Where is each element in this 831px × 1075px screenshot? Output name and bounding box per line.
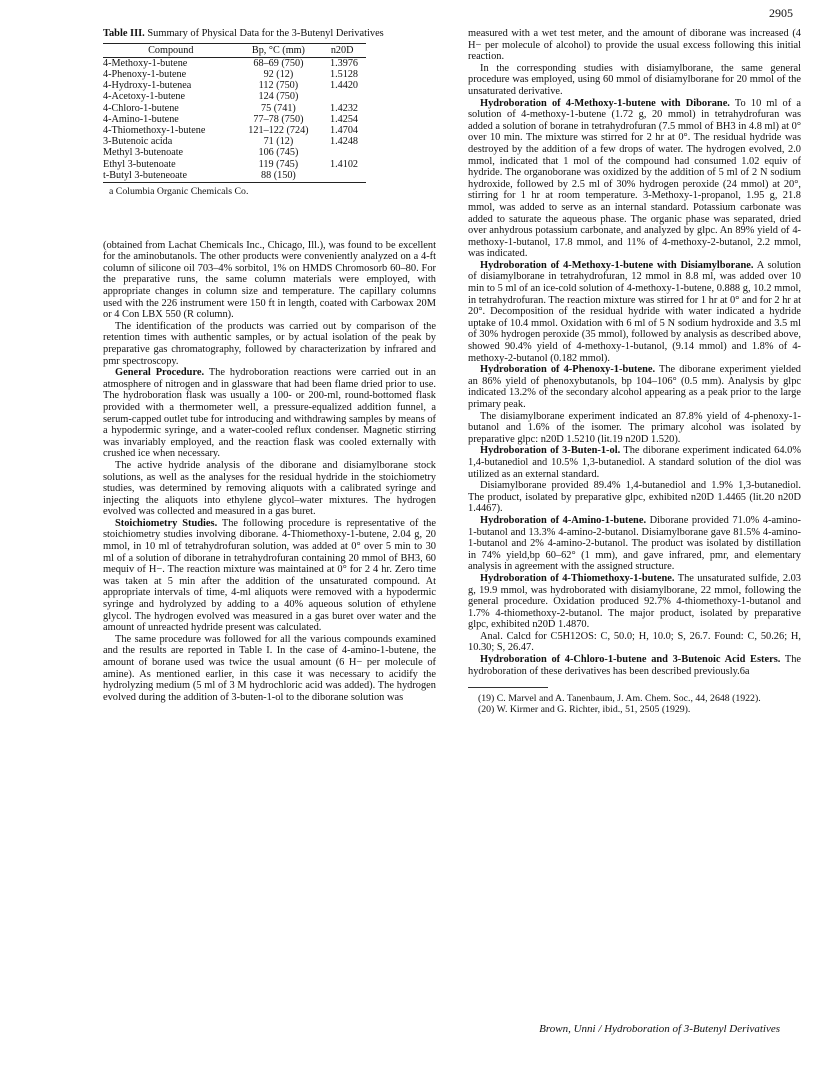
- section-heading: Hydroboration of 4-Chloro-1-butene and 3-Butenoic Acid Esters.: [480, 654, 781, 666]
- running-footer: Brown, Unni / Hydroboration of 3-Butenyl Derivatives: [539, 1023, 780, 1035]
- table-cell: 124 (750): [258, 91, 299, 103]
- paragraph: [103, 367, 436, 460]
- table-cell: 68–69 (750): [253, 57, 304, 69]
- references-rule: [468, 687, 548, 688]
- table-cell: 1.4254: [329, 113, 358, 125]
- table-header-row: [103, 43, 366, 57]
- paragraph: [468, 480, 801, 515]
- table-cell: 1.4248: [329, 136, 358, 148]
- section-text: In the corresponding studies with disiamylborane, the same general procedure was employed, using 60 mmol of disiamylborane for 20 mmol of the unsaturated derivative.: [468, 62, 801, 97]
- table-cell: Methyl 3-butenoate: [103, 147, 184, 159]
- paragraph: [468, 260, 801, 364]
- paragraph: [468, 411, 801, 446]
- table-cell: 88 (150): [239, 170, 319, 183]
- table-footnote: a Columbia Organic Chemicals Co.: [109, 186, 249, 198]
- table-caption: [103, 28, 436, 40]
- table-cell: 106 (745): [258, 147, 299, 159]
- table-cell: 77–78 (750): [253, 113, 304, 125]
- table-cell: 121–122 (724): [248, 125, 309, 137]
- table-cell: 1.4232: [329, 102, 358, 114]
- section-text: The hydroboration of these derivatives has been described previously.6a: [468, 654, 801, 677]
- col-header: Compound: [103, 43, 239, 57]
- reference-item: (19) C. Marvel and A. Tanenbaum, J. Am. Chem. Soc., 44, 2648 (1922).: [478, 693, 761, 705]
- section-text: measured with a wet test meter, and the amount of diborane was increased (4 H− per molecule of alcohol) to provide the usual excess following this initial reaction.: [468, 28, 801, 63]
- section-text: The diborane experiment indicated 64.0% 1,4-butanediol and 10.5% 1,3-butanediol. A standard solution of the diol was utilized as an external standard.: [468, 445, 802, 480]
- col-header: Bp, °C (mm): [239, 43, 319, 57]
- table-cell: 1.4102: [329, 158, 358, 170]
- section-text: The diborane experiment yielded an 86% yield of phenoxybutanols, bp 104–106° (0.5 mm). Analysis by glpc indicated 13.2% of the secondary alcohol appearing as a peak prior to the large primary peak.: [468, 364, 802, 410]
- section-heading: Hydroboration of 3-Buten-1-ol.: [480, 445, 621, 457]
- table-cell: 1.4420: [329, 80, 358, 92]
- section-text: Disiamylborane provided 89.4% 1,4-butanediol and 1.9% 1,3-butanediol. The product, isolated by preparative glpc, exhibited n20D 1.4465 (lit.20 n20D 1.4467).: [468, 480, 801, 515]
- paragraph: (obtained from Lachat Chemicals Inc., Chicago, Ill.), was found to be excellent for the aminobutanols. The other products were conveniently analyzed on a 4-ft column of silicone oil 703–4% sorbitol, 1% on HMDS Chromosorb 60–80. For the preparative runs, the same column materials were employed, with appropriate changes in column size and temperature. The capillary columns used with the 226 instrument were 150 ft in length, coated with Carbowax 20M or 4 Con LBX 550 (R column).: [103, 239, 436, 321]
- table-cell: 119 (745): [258, 158, 299, 170]
- table-cell: 1.5128: [329, 69, 358, 80]
- section-heading: Hydroboration of 4-Phenoxy-1-butene.: [480, 364, 656, 376]
- section-text: The unsaturated sulfide, 2.03 g, 19.9 mmol, was hydroborated with disiamylborane, 22 mmol, following the general procedure. Oxidation produced 92.7% 4-thiomethoxy-1-butanol and 1.7% 4-thiomethoxy-2-butanol. The major product, isolated by preparative glpc, exhibited n20D 1.4870.: [468, 572, 802, 631]
- table-row: [103, 136, 366, 147]
- physical-data-table: [103, 43, 366, 183]
- paragraph: [468, 28, 801, 63]
- table-cell: 4-Acetoxy-1-butene: [103, 91, 186, 103]
- table-row: [103, 170, 366, 183]
- table-cell: t-Butyl 3-buteneoate: [103, 170, 239, 183]
- table-row: [103, 91, 366, 102]
- section-text: The disiamylborane experiment indicated an 87.8% yield of 4-phenoxy-1-butanol and 1.6% of the isomer. The primary alcohol was isolated by preparative glpc: n20D 1.5210 (lit.19 n20D 1.520).: [468, 410, 801, 445]
- paragraph: [468, 63, 801, 98]
- paragraph: [103, 518, 436, 634]
- section-heading: Hydroboration of 4-Methoxy-1-butene with Diborane.: [480, 97, 730, 109]
- table-row: [103, 159, 366, 170]
- paragraph: The identification of the products was carried out by comparison of the retention times with authentic samples, or by actual isolation of the peak by preparative gas chromatography, followed by characterization by infrared and pmr spectroscopy.: [103, 320, 436, 367]
- table-cell: [318, 147, 366, 158]
- table-cell: 112 (750): [258, 80, 299, 92]
- table-cell: [318, 170, 366, 183]
- section-text: Diborane provided 71.0% 4-amino-1-butanol and 13.3% 4-amino-2-butanol. Disiamylborane gave 81.5% 4-amino-1-butanol and 2% 4-amino-2-butanol. The product was isolated by distillation in 74% yield,bp 60–62° (1 mm), and gave infrared, pmr, and elementary analysis in agreement with the assigned structure.: [468, 514, 801, 573]
- table-cell: 4-Hydroxy-1-butenea: [103, 80, 192, 92]
- section-text: Anal. Calcd for C5H12OS: C, 50.0; H, 10.0; S, 26.7. Found: C, 50.26; H, 10.30; S, 26.47.: [468, 630, 801, 654]
- table-row: [103, 147, 366, 158]
- table-cell: 4-Methoxy-1-butene: [103, 57, 188, 69]
- table-cell: 1.4704: [329, 125, 358, 137]
- right-sections: [468, 28, 801, 677]
- table-row: [103, 80, 366, 91]
- left-column: [103, 28, 436, 703]
- paragraph: [468, 654, 801, 677]
- table-cell: 4-Phenoxy-1-butene: [103, 69, 187, 80]
- table-cell: 4-Chloro-1-butene: [103, 102, 179, 114]
- table-cell: 1.3976: [329, 57, 358, 69]
- table-caption-text: Summary of Physical Data for the 3-Butenyl Derivatives: [147, 28, 384, 39]
- table-cell: 92 (12): [263, 69, 294, 80]
- section-heading: General Procedure.: [115, 367, 205, 379]
- section-heading: Hydroboration of 4-Amino-1-butene.: [480, 514, 647, 526]
- section-heading: Hydroboration of 4-Thiomethoxy-1-butene.: [480, 572, 675, 584]
- table-caption-label: Table III.: [103, 28, 145, 39]
- section-text: The following procedure is representative of the stoichiometry studies involving diborane. 4-Thiomethoxy-1-butene, 2.04 g, 20 mmol, in 10 ml of tetrahydrofuran solution, was added at 0° over 5 min to 30 ml of a solution of diborane in tetrahydrofuran containing 20 mmol of BH3, 60 mequiv of H−. The reaction mixture was maintained at 0° for 2 4 hr. Zero time was taken at 5 min after the addition of the unsaturated compound. At appropriate intervals of time, 4-ml aliquots were removed with a hypodermic syringe and hydrolyzed by adding to a 40% aqueous solution of ethylene glycol. The hydrogen evolved was measured in a gas buret over water and the amount of unreacted hydride present was calculated.: [103, 517, 436, 634]
- references: [468, 693, 801, 715]
- table-cell: Ethyl 3-butenoate: [103, 158, 176, 170]
- paragraph: [468, 631, 801, 654]
- col-header: n20D: [318, 43, 366, 57]
- paragraph: The active hydride analysis of the diborane and disiamylborane stock solutions, as well as the analyses for the residual hydride in the stoichiometry studies, was determined by removing aliquots with a calibrated syringe and injecting the aliquots into ethylene glycol–water mixtures. The hydrogen evolved was collected and measured in a gas buret.: [103, 459, 436, 518]
- table-cell: [318, 91, 366, 102]
- table-cell: 71 (12): [263, 136, 294, 148]
- table-row: [103, 103, 366, 114]
- paragraph: [468, 445, 801, 480]
- section-text: The hydroboration reactions were carried out in an atmosphere of nitrogen and in glassware that had been flame dried prior to use. The hydroboration flask was usually a 100- or 200-ml, round-bottomed flask provided with a thermometer well, a pressure-equalized addition funnel, a serum-capped outlet tube for introducing and withdrawing samples by means of a hypodermic syringe, and a water-cooled reflux condenser. Magnetic stirring was invariably employed, and the reaction flask was cooled externally with crushed ice when necessary.: [103, 367, 436, 460]
- table-cell: 4-Amino-1-butene: [103, 113, 179, 125]
- section-text: A solution of disiamylborane in tetrahydrofuran, 12 mmol in 8.8 ml, was added over 10 min to 5 ml of an ice-cold solution of 4-methoxy-1-butene, 0.888 g, 10.2 mmol, in tetrahydrofuran. The reaction mixture was stirred for 1 hr at 0° and for 2 hr at 20°. Decomposition of the residual hydride with water indicated a hydride uptake of 10.4 mmol. Oxidation with 6 ml of 5 N sodium hydroxide and 3.5 ml of 30% hydrogen peroxide (35 mmol), followed by analysis as described above, showed 90.4% yield of 4-methoxy-1-butanol, (9.14 mmol) and 1.8% of 4-methoxy-2-butanol (0.182 mmol).: [468, 259, 802, 364]
- table-row: [103, 69, 366, 80]
- paragraph: [468, 98, 801, 260]
- section-heading: Hydroboration of 4-Methoxy-1-butene with Disiamylborane.: [480, 259, 754, 271]
- paragraph: The same procedure was followed for all the various compounds examined and the results are reported in Table I. In the case of 4-amino-1-butene, the amount of borane used was twice the usual amount (6 H− per molecule of amine). As mentioned earlier, in this case it was necessary to acidify the hydrolyzing medium (5 ml of 3 M hydrochloric acid was added). The hydrogen evolved during the addition of 3-buten-1-ol to the diborane solution was: [103, 633, 436, 703]
- table-row: [103, 114, 366, 125]
- section-text: To 10 ml of a solution of 4-methoxy-1-butene (1.72 g, 20 mmol) in tetrahydrofuran was added a solution of borane in tetrahydrofuran (7.5 mmol of BH3 in 4.8 ml) at 0° over 10 min. The mixture was stirred for 2 hr at 0°. The residual hydride was destroyed by the addition of a few drops of water. The hydrogen evolved, 2.0 mmol, indicated that 1 mol of the compound had consumed 1.02 equiv of hydride. The organoborane was oxidized by the addition of 5 ml of 2 N sodium hydroxide, followed by 2.5 ml of 30% hydrogen peroxide (24 mmol) at 20°, stirring for 1 hr at room temperature. 3-Methoxy-1-propanol, 1.95 g, 21.8 mmol, was added to serve as an internal standard. Potassium carbonate was added to saturate the aqueous phase. The organic phase was separated, dried over anhydrous potassium carbonate, and analyzed by glpc. An 89% yield of 4-methoxy-1-butanol, 17.8 mmol, and 11% of 4-methoxy-2-butanol, 2.2 mmol, was indicated.: [468, 97, 801, 260]
- page-number: 2905: [769, 6, 793, 20]
- table-row: [103, 57, 366, 69]
- table-cell: 4-Thiomethoxy-1-butene: [103, 125, 206, 137]
- paragraph: [468, 364, 801, 410]
- table-cell: 75 (741): [261, 102, 296, 114]
- reference-item: (20) W. Kirmer and G. Richter, ibid., 51, 2505 (1929).: [478, 704, 691, 716]
- right-column: [468, 28, 801, 715]
- paragraph: [468, 515, 801, 573]
- paragraph: [468, 573, 801, 631]
- table-row: [103, 125, 366, 136]
- table-cell: 3-Butenoic acida: [103, 136, 173, 148]
- section-heading: Stoichiometry Studies.: [115, 517, 218, 529]
